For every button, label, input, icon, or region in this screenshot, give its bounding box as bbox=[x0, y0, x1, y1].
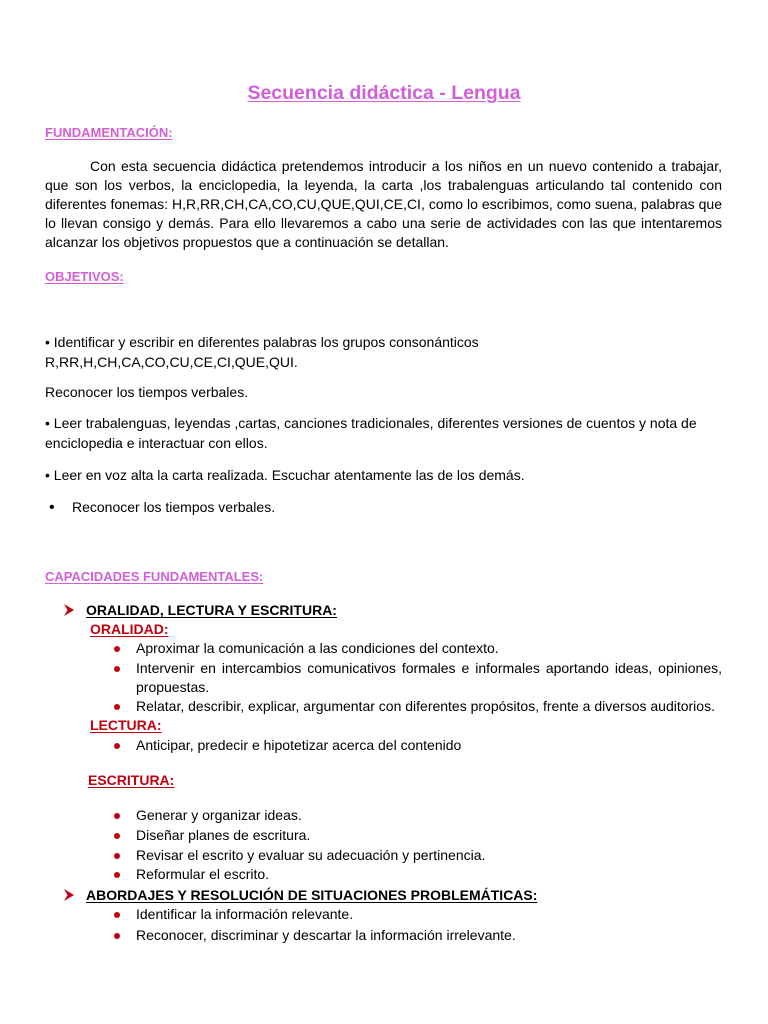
fundamentacion-body: Con esta secuencia didáctica pretendemos introducir a los niños en un nuevo contenido a trabajar, que son los verbos, la enciclopedia, la leyenda, la carta ,los trabalenguas articulando tal contenido con diferentes fonemas: H,R,RR,CH,CA,CO,CU,QUE,QUI,CE,CI, como lo escribimos, como suena, palabras que lo llevan consigo y demás. Para ello llevaremos a cabo una serie de actividades con las que intentaremos alcanzar los objetivos propuestos que a continuación se detallan. bbox=[45, 158, 722, 250]
objetivo-item-4: • Leer en voz alta la carta realizada. Escuchar atentamente las de los demás. bbox=[45, 467, 525, 483]
escritura-item-3: Revisar el escrito y evaluar su adecuación y pertinencia. bbox=[136, 847, 486, 863]
objetivo-bullet: • bbox=[49, 499, 55, 516]
escritura-heading: ESCRITURA: bbox=[88, 772, 175, 788]
red-bullet bbox=[114, 833, 120, 839]
escritura-item-1: Generar y organizar ideas. bbox=[136, 807, 302, 823]
red-bullet bbox=[114, 853, 120, 859]
group-oralidad-lectura-escritura: ORALIDAD, LECTURA Y ESCRITURA: bbox=[86, 602, 337, 618]
fundamentacion-text bbox=[45, 157, 722, 252]
escritura-item-2: Diseñar planes de escritura. bbox=[136, 827, 311, 843]
escritura-item-4: Reformular el escrito. bbox=[136, 866, 270, 882]
fundamentacion-heading: FUNDAMENTACIÓN: bbox=[45, 125, 173, 140]
red-bullet bbox=[114, 646, 120, 652]
oralidad-heading: ORALIDAD: bbox=[90, 621, 169, 637]
lectura-heading: LECTURA: bbox=[90, 717, 162, 733]
objetivo-item-5: Reconocer los tiempos verbales. bbox=[72, 499, 276, 515]
group-abordajes: ABORDAJES Y RESOLUCIÓN DE SITUACIONES PROBLEMÁTICAS: bbox=[86, 887, 538, 903]
red-bullet bbox=[114, 912, 120, 918]
document-title: Secuencia didáctica - Lengua bbox=[247, 82, 521, 104]
objetivos-heading: OBJETIVOS: bbox=[45, 269, 124, 284]
red-bullet bbox=[114, 704, 120, 710]
objetivo-item-3: • Leer trabalenguas, leyendas ,cartas, canciones tradicionales, diferentes versiones de cuentos y nota de enciclopedia e interactuar con ellos. bbox=[45, 415, 697, 451]
oralidad-item-3: Relatar, describir, explicar, argumentar con diferentes propósitos, frente a diversos auditorios. bbox=[136, 698, 715, 714]
capacidades-heading: CAPACIDADES FUNDAMENTALES: bbox=[45, 569, 264, 584]
arrow-bullet-icon bbox=[62, 888, 76, 902]
arrow-bullet-icon bbox=[62, 603, 76, 617]
red-bullet bbox=[114, 813, 120, 819]
objetivo-item-1: • Identificar y escribir en diferentes palabras los grupos consonánticos R,RR,H,CH,CA,CO,CU,CE,CI,QUE,QUI. bbox=[45, 334, 479, 370]
abordajes-item-1: Identificar la información relevante. bbox=[136, 906, 354, 922]
red-bullet bbox=[114, 872, 120, 878]
red-bullet bbox=[114, 933, 120, 939]
abordajes-item-2: Reconocer, discriminar y descartar la información irrelevante. bbox=[136, 927, 516, 943]
oralidad-item-2: Intervenir en intercambios comunicativos formales e informales aportando ideas, opiniones, propuestas. bbox=[136, 660, 722, 695]
oralidad-item-1: Aproximar la comunicación a las condiciones del contexto. bbox=[136, 640, 499, 656]
red-bullet bbox=[114, 666, 120, 672]
objetivo-item-2: Reconocer los tiempos verbales. bbox=[45, 384, 249, 400]
red-bullet bbox=[114, 743, 120, 749]
lectura-item-1: Anticipar, predecir e hipotetizar acerca del contenido bbox=[136, 737, 462, 753]
